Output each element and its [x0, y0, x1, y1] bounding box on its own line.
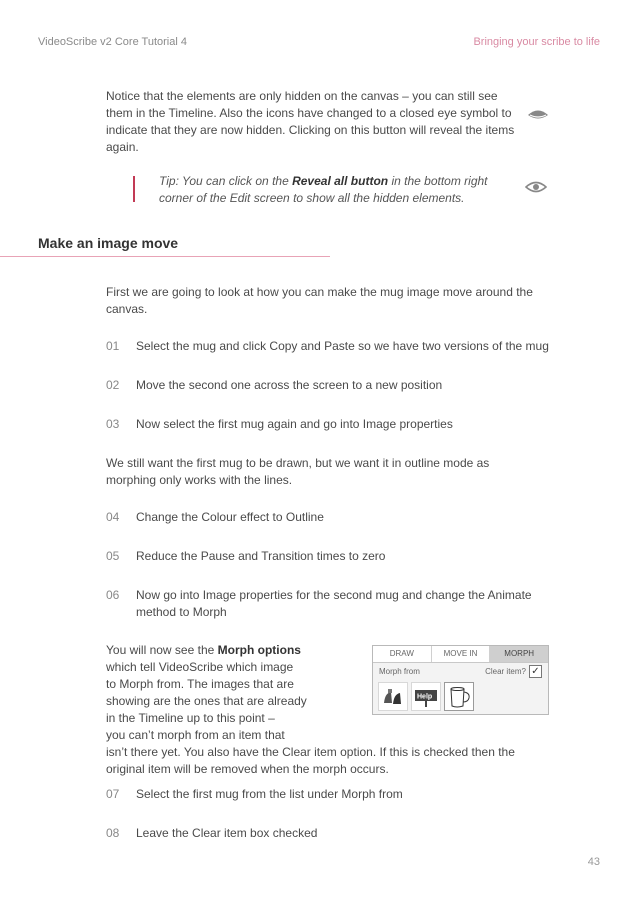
- tip-accent-bar: [133, 176, 135, 202]
- tab-draw[interactable]: DRAW: [373, 646, 432, 662]
- step-text: Select the first mug from the list under Morph from: [136, 787, 403, 801]
- outline-paragraph: We still want the first mug to be drawn, but we want it in outline mode as morphing only works with the lines.: [106, 456, 490, 487]
- step-number: 08: [106, 826, 120, 840]
- step-text: Now go into Image properties for the second mug and change the Animate method to Morph: [136, 588, 532, 619]
- step-text: Select the mug and click Copy and Paste so we have two versions of the mug: [136, 339, 549, 353]
- step-number: 01: [106, 339, 120, 353]
- morph-from-label: Morph from: [379, 667, 420, 676]
- tab-morph[interactable]: MORPH: [490, 646, 548, 662]
- section-rule: [0, 256, 330, 257]
- step-text: Leave the Clear item box checked: [136, 826, 318, 840]
- morph-options-panel: [372, 645, 549, 715]
- page-number: 43: [587, 856, 600, 868]
- step-number: 02: [106, 378, 120, 392]
- step-number: 03: [106, 417, 120, 431]
- header-chapter-title: Bringing your scribe to life: [473, 36, 600, 48]
- thumbnail-help-sign[interactable]: [411, 682, 441, 711]
- step-text: Change the Colour effect to Outline: [136, 510, 324, 524]
- morph-thumbnails: [378, 682, 474, 711]
- svg-text:Help: Help: [417, 693, 433, 701]
- intro-paragraph: First we are going to look at how you can make the mug image move around the canvas.: [106, 285, 533, 316]
- tip-text: Tip: You can click on the Reveal all button in the bottom right corner of the Edit screen to show all the hidden elements.: [159, 174, 488, 205]
- morph-paragraph-lines: You will now see the Morph options which tell VideoScribe which image to Morph from. The images that are showing are the ones that are already in the Timeline up to this point – you can’t morph from an item that: [106, 643, 307, 742]
- eye-icon: [525, 180, 547, 199]
- thumbnail-mug[interactable]: [444, 682, 474, 711]
- step-text: Now select the first mug again and go into Image properties: [136, 417, 453, 431]
- thumbnail-hands[interactable]: [378, 682, 408, 711]
- clear-item-checkbox[interactable]: ✓: [529, 665, 542, 678]
- header-doc-title: VideoScribe v2 Core Tutorial 4: [38, 36, 187, 48]
- clear-item-label: Clear item?: [485, 667, 526, 676]
- closed-eye-icon: [527, 108, 549, 127]
- step-number: 05: [106, 549, 120, 563]
- step-text: Reduce the Pause and Transition times to zero: [136, 549, 386, 563]
- animate-tabs: [373, 646, 548, 663]
- step-number: 06: [106, 588, 120, 602]
- section-title: Make an image move: [38, 235, 179, 251]
- step-text: Move the second one across the screen to a new position: [136, 378, 443, 392]
- step-number: 07: [106, 787, 120, 801]
- morph-paragraph-rest: isn’t there yet. You also have the Clear item option. If this is checked then the original item will be removed when the morph occurs.: [106, 745, 515, 776]
- paragraph-hidden-elements: Notice that the elements are only hidden on the canvas – you can still see them in the Timeline. Also the icons have changed to a closed eye symbol to indicate that they are now hidden. Clicking on this button will reveal the items again.: [106, 89, 515, 154]
- tab-move-in[interactable]: MOVE IN: [432, 646, 491, 662]
- step-number: 04: [106, 510, 120, 524]
